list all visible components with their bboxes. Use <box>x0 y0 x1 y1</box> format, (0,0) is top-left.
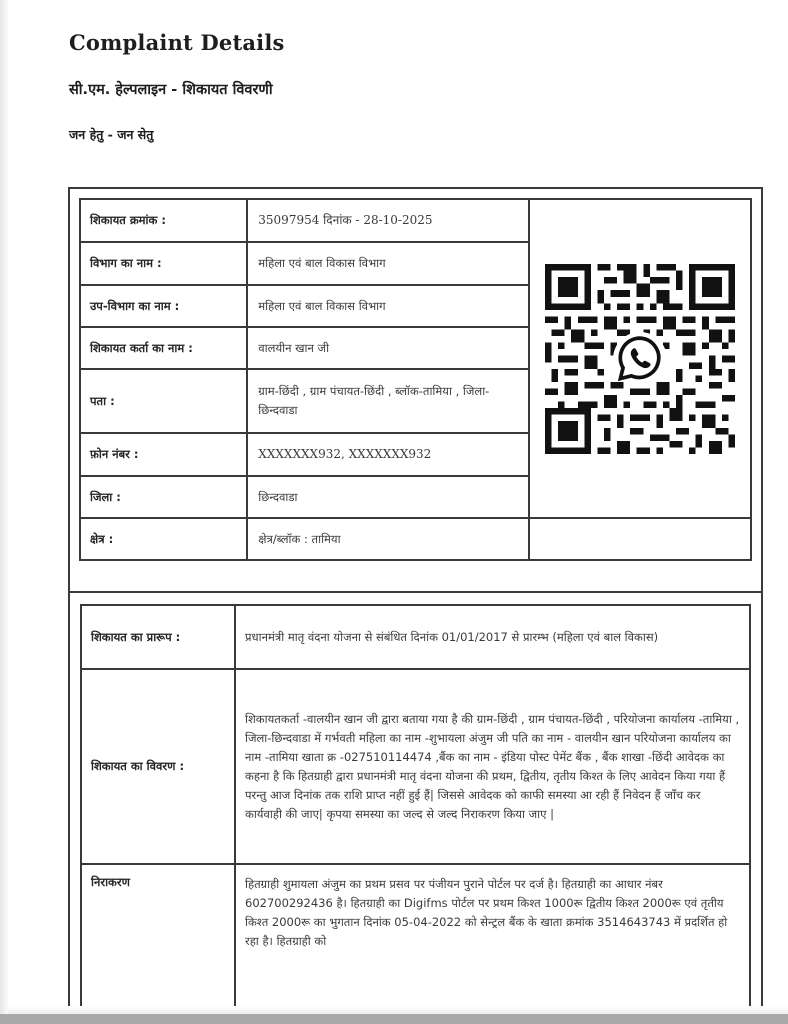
value-district: छिन्दवाडा <box>247 476 529 518</box>
label-complaint-format: शिकायत का प्रारूप : <box>81 605 235 669</box>
label-address: पता : <box>80 369 247 433</box>
label-resolution: निराकरण <box>81 864 235 1024</box>
desc-row-complaint-details <box>81 669 750 864</box>
value-complainant-name: वालयीन खान जी <box>247 327 529 369</box>
qr-cell <box>529 199 751 518</box>
info-row-complaint-number <box>80 199 751 242</box>
page-tagline: जन हेतु - जन सेतु <box>69 127 154 142</box>
complaint-description-table <box>80 604 751 1024</box>
value-sub-department: महिला एवं बाल विकास विभाग <box>247 285 529 327</box>
page-bottom-edge <box>0 1014 788 1024</box>
whatsapp-icon <box>613 332 667 386</box>
desc-row-complaint-format <box>81 605 750 669</box>
page-subtitle: सी.एम. हेल्पलाइन - शिकायत विवरणी <box>69 82 273 98</box>
value-department: महिला एवं बाल विकास विभाग <box>247 242 529 285</box>
value-complaint-number: 35097954 दिनांक - 28-10-2025 <box>247 199 529 242</box>
frame-divider <box>68 591 763 593</box>
label-complaint-number: शिकायत क्रमांक : <box>80 199 247 242</box>
label-sub-department: उप-विभाग का नाम : <box>80 285 247 327</box>
label-complaint-details: शिकायत का विवरण : <box>81 669 235 864</box>
complaint-info-table <box>79 198 752 561</box>
value-area: क्षेत्र/ब्लॉक : तामिया <box>247 518 529 560</box>
value-complaint-format: प्रधानमंत्री मातृ वंदना योजना से संबंधित दिनांक 01/01/2017 से प्रारम्भ (महिला एवं बाल विकास) <box>235 605 750 669</box>
label-complainant-name: शिकायत कर्ता का नाम : <box>80 327 247 369</box>
empty-cell <box>529 518 751 560</box>
label-phone: फ़ोन नंबर : <box>80 433 247 476</box>
page-bottom-shadow <box>8 1006 788 1014</box>
value-address: ग्राम-छिंदी , ग्राम पंचायत-छिंदी , ब्लॉक-तामिया , जिला-छिन्दवाडा <box>247 369 529 433</box>
page-title: Complaint Details <box>69 30 285 55</box>
value-complaint-details: शिकायतकर्ता -वालयीन खान जी द्वारा बताया गया है की ग्राम-छिंदी , ग्राम पंचायत-छिंदी , परियोजना कार्यालय -तामिया , जिला-छिन्दवाडा में गर्भवती महिला का नाम -शुभायला अंजुम जी पति का नाम - वालयीन खान परियोजना कार्यालय का नाम -तामिया खाता क्र -027510114474 ,बैंक का नाम - इंडिया पोस्ट पेमेंट बैंक , बैंक शाखा -छिंदी आवेदक का कहना है कि हितग्राही द्वारा प्रधानमंत्री मातृ वंदना योजना की प्रथम, द्वितीय, तृतीय किश्त के लिए आवेदन किया गया हैं परन्तु आज दिनांक तक राशि प्राप्त नहीं हुई हैं| जिससे आवेदक को काफी समस्या आ रही हैं निवेदन हैं जाँच कर कार्यवाही की जाए| कृपया समस्या का जल्द से जल्द निराकरण किया जाए | <box>235 669 750 864</box>
page-edge-shadow <box>0 0 8 1024</box>
value-resolution: हितग्राही शुमायला अंजुम का प्रथम प्रसव पर पंजीयन पुराने पोर्टल पर दर्ज है। हितग्राही का आधार नंबर 602700292436 है। हितग्राही का Digifms पोर्टल पर प्रथम किश्त 1000रू द्वितीय किश्त 2000रू एवं तृतीय किश्त 2000रू का भुगतान दिनांक 05-04-2022 को सेन्ट्रल बैंक के खाता क्रमांक 3514643743 में प्रदर्शित हो रहा है। हितग्राही को <box>235 864 750 1024</box>
label-area: क्षेत्र : <box>80 518 247 560</box>
label-department: विभाग का नाम : <box>80 242 247 285</box>
desc-row-resolution <box>81 864 750 1024</box>
value-phone: XXXXXXX932, XXXXXXX932 <box>247 433 529 476</box>
label-district: जिला : <box>80 476 247 518</box>
info-row-area <box>80 518 751 560</box>
whatsapp-qr-code <box>545 264 735 454</box>
